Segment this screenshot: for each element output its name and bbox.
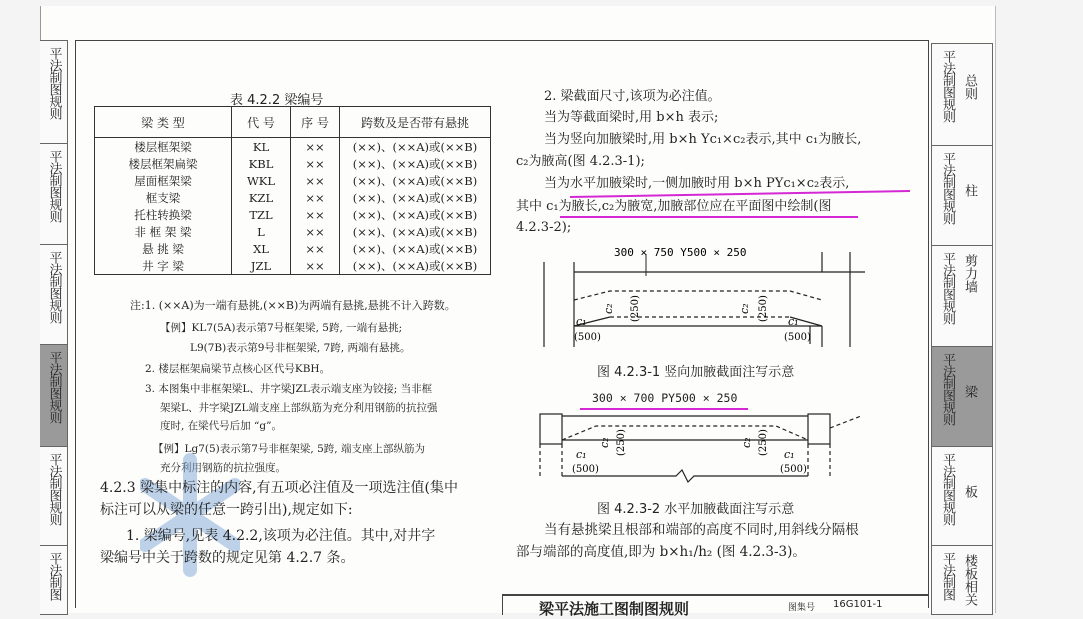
table-cell: ××	[291, 189, 340, 206]
table-row	[95, 138, 491, 156]
right-text-5: 当为水平加腋梁时,一侧加腋时用 b×h PYc₁×c₂表示,	[544, 176, 850, 191]
section-423-line1: 4.2.3 梁集中标注的内容,有五项必注值及一项选注值(集中	[100, 480, 458, 496]
figure2-250-right: (250)	[758, 429, 769, 456]
table-cell: (××)、(××A)或(××B)	[340, 155, 491, 172]
right-bottom-1: 当有悬挑梁且根部和端部的高度不同时,用斜线分隔根	[544, 522, 859, 538]
right-tab-label: 平法制图规则	[940, 50, 955, 122]
right-text-6: 其中 c₁为腋长,c₂为腋宽,加腋部位应在平面图中绘制(图	[516, 199, 832, 214]
figure1-annotation: 300 × 750 Y500 × 250	[614, 246, 747, 259]
beam-number-table	[94, 106, 491, 275]
table-caption: 表 4.2.2 梁编号	[230, 93, 324, 108]
table-cell: 楼层框架扁梁	[128, 156, 198, 171]
right-tab-label: 平法制图	[940, 552, 955, 600]
table-cell: TZL	[232, 206, 291, 223]
table-header-row	[95, 107, 491, 138]
figure1-500-left: (500)	[574, 332, 601, 343]
right-tab-3[interactable]	[931, 346, 993, 448]
table-cell: KBL	[232, 155, 291, 172]
left-tab-label: 平法制图规则	[46, 351, 62, 423]
figure1-caption: 图 4.2.3-1 竖向加腋截面注写示意	[597, 365, 795, 380]
note-3b: 架梁L、井字梁JZL端支座上部纵筋为充分利用钢筋的抗拉强	[160, 402, 438, 414]
table-row	[95, 155, 491, 172]
right-bottom-2: 部与端部的高度值,即为 b×h₁/h₂ (图 4.2.3-3)。	[516, 544, 806, 560]
table-row	[95, 223, 491, 240]
section-423-line3: 1. 梁编号,见表 4.2.2,该项为必注值。其中,对井字	[126, 528, 436, 544]
figure1-250-left: (250)	[630, 295, 641, 322]
table-cell: 框支梁	[145, 190, 181, 205]
left-tab-label: 平法制图规则	[46, 150, 62, 222]
left-tab-0[interactable]	[40, 40, 68, 145]
left-tab-5[interactable]	[40, 545, 68, 615]
note-example-2b: 充分利用钢筋的抗拉强度。	[160, 462, 286, 474]
table-cell: 悬 挑 梁	[142, 241, 184, 256]
table-header-cell: 跨数及是否带有悬挑	[340, 107, 491, 138]
right-tab-label: 平法制图规则	[940, 252, 955, 324]
table-cell: ××	[291, 155, 340, 172]
right-tab-name: 板	[962, 485, 977, 498]
table-cell: ××	[291, 138, 340, 156]
right-text-4: c₂为腋高(图 4.2.3-1);	[516, 154, 645, 169]
table-body	[95, 138, 491, 275]
title-block	[502, 594, 928, 618]
note-3c: 度时, 在梁代号后加 “g”。	[160, 420, 282, 432]
left-tab-3[interactable]	[40, 344, 68, 448]
table-cell: (××)、(××A)或(××B)	[340, 223, 491, 240]
table-row	[95, 240, 491, 257]
table-header-cell: 代 号	[232, 107, 291, 138]
figure1-250-right: (250)	[758, 295, 769, 322]
table-cell: ××	[291, 257, 340, 275]
figure1-500-right: (500)	[784, 332, 811, 343]
right-text-1: 2. 梁截面尺寸,该项为必注值。	[544, 89, 721, 104]
right-tab-name: 剪力墙	[962, 254, 977, 293]
note-2: 2. 楼层框架扁梁节点核心区代号KBH。	[145, 363, 331, 375]
right-tab-label: 平法制图规则	[940, 453, 955, 525]
right-tab-2[interactable]	[931, 245, 993, 348]
table-cell: (××)、(××A)或(××B)	[340, 189, 491, 206]
right-tab-label: 平法制图规则	[940, 152, 955, 224]
note-example-2a: 【例】Lg7(5)表示第7号非框架梁, 5跨, 端支座上部纵筋为	[153, 443, 425, 455]
figure2-c1-right: c₁	[784, 448, 795, 461]
table-cell: 托柱转换梁	[134, 207, 192, 222]
table-row	[95, 257, 491, 275]
right-tab-name: 柱	[962, 184, 977, 197]
table-cell: ××	[291, 223, 340, 240]
figure1-c1-right: c₁	[788, 315, 799, 328]
table-cell: JZL	[232, 257, 291, 275]
right-text-3: 当为竖向加腋梁时,用 b×h Yc₁×c₂表示,其中 c₁为腋长,	[544, 132, 862, 147]
table-cell: ××	[291, 240, 340, 257]
table-cell: XL	[232, 240, 291, 257]
figure1-c1-left: c₁	[576, 315, 587, 328]
right-tab-5[interactable]	[931, 545, 993, 615]
figure2-c1-left: c₁	[576, 448, 587, 461]
figure2-c2-right: c₂	[740, 437, 753, 448]
note-example-1: 【例】KL7(5A)表示第7号框架梁, 5跨, 一端有悬挑;	[160, 322, 403, 334]
figure2-500-left: (500)	[572, 464, 599, 475]
table-cell: (××)、(××A)或(××B)	[340, 240, 491, 257]
right-tab-name: 梁	[962, 385, 977, 398]
highlight-underline-2	[560, 216, 858, 218]
table-header-cell: 序 号	[291, 107, 340, 138]
table-cell: WKL	[232, 172, 291, 189]
left-tab-label: 平法制图规则	[46, 47, 62, 119]
table-cell: (××)、(××A)或(××B)	[340, 257, 491, 275]
right-tab-4[interactable]	[931, 446, 993, 547]
right-tab-1[interactable]	[931, 145, 993, 247]
left-tab-label: 平法制图	[46, 552, 62, 600]
title-block-number: 16G101-1	[833, 599, 883, 610]
note-1: 注:1. (××A)为一端有悬挑,(××B)为两端有悬挑,悬挑不计入跨数。	[130, 299, 456, 312]
table-cell: ××	[291, 172, 340, 189]
section-423-line4: 梁编号中关于跨数的规定见第 4.2.7 条。	[100, 550, 355, 566]
title-block-title: 梁平法施工图制图规则	[539, 600, 690, 618]
right-tab-0[interactable]	[931, 43, 993, 147]
left-tab-1[interactable]	[40, 143, 68, 246]
table-cell: 楼层框架梁	[134, 139, 192, 154]
table-row	[95, 189, 491, 206]
left-tab-label: 平法制图规则	[46, 453, 62, 525]
title-block-label: 图集号	[788, 603, 816, 613]
note-3a: 3. 本图集中非框架梁L、井字梁JZL表示端支座为铰接; 当非框	[145, 383, 433, 395]
figure2-250-left: (250)	[616, 429, 627, 456]
right-text-7: 4.2.3-2);	[516, 220, 572, 235]
table-cell: ××	[291, 206, 340, 223]
table-cell: KL	[232, 138, 291, 156]
table-row	[95, 206, 491, 223]
table-header-cell: 梁 类 型	[95, 107, 232, 138]
figure2-caption: 图 4.2.3-2 水平加腋截面注写示意	[597, 502, 795, 517]
table-cell: KZL	[232, 189, 291, 206]
section-423-line2: 标注可以从梁的任意一跨引出),规定如下:	[100, 502, 353, 518]
figure2-c2-left: c₂	[598, 437, 611, 448]
left-tab-2[interactable]	[40, 244, 68, 346]
table-cell: 屋面框架梁	[134, 173, 192, 188]
figure1-c2-left: c₂	[602, 303, 615, 314]
figure2-500-right: (500)	[780, 464, 807, 475]
table-cell: 井 字 梁	[142, 258, 184, 273]
figure2-annotation: 300 × 700 PY500 × 250	[592, 391, 738, 405]
note-example-1b: L9(7B)表示第9号非框架梁, 7跨, 两端有悬挑。	[190, 342, 411, 354]
left-tab-4[interactable]	[40, 446, 68, 547]
figure1-c2-right: c₂	[738, 303, 751, 314]
right-tab-label: 平法制图规则	[940, 353, 955, 425]
table-cell: 非 框 架 梁	[134, 224, 192, 239]
figure-vertical-haunch	[540, 242, 870, 357]
table-cell: L	[232, 223, 291, 240]
table-cell: (××)、(××A)或(××B)	[340, 206, 491, 223]
figure-horizontal-haunch	[536, 408, 866, 496]
table-cell: (××)、(××A)或(××B)	[340, 138, 491, 156]
right-tab-name: 楼板相关	[962, 554, 977, 606]
table-row	[95, 172, 491, 189]
right-tab-name: 总则	[962, 74, 977, 100]
left-tab-label: 平法制图规则	[46, 251, 62, 323]
right-text-2: 当为等截面梁时,用 b×h 表示;	[544, 110, 719, 125]
table-cell: (××)、(××A)或(××B)	[340, 172, 491, 189]
